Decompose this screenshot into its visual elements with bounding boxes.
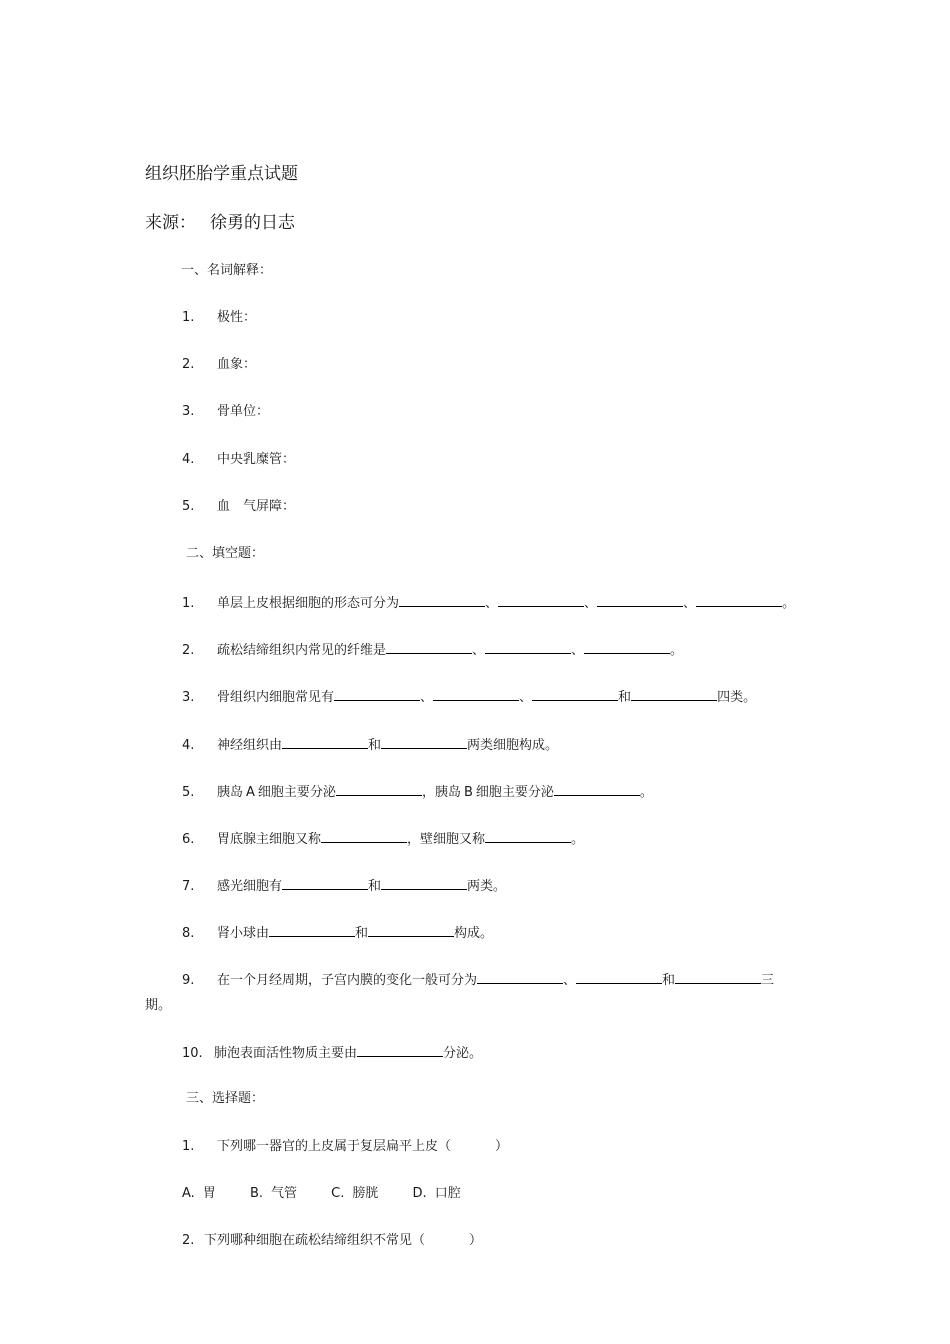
term-text: 极性： bbox=[217, 310, 257, 325]
term-item bbox=[182, 356, 256, 374]
option-letter: B. bbox=[249, 1186, 264, 1201]
fill-question-9 bbox=[182, 970, 774, 990]
answer-blank[interactable] bbox=[532, 687, 618, 701]
item-number: 3. bbox=[182, 690, 195, 705]
option-letter: A. bbox=[182, 1186, 195, 1201]
source-value: 徐勇的日志 bbox=[210, 213, 295, 233]
question-end: 。 bbox=[571, 832, 585, 847]
separator: 、 bbox=[571, 643, 585, 658]
answer-blank[interactable] bbox=[597, 593, 683, 607]
fill-question-8 bbox=[182, 923, 493, 943]
question-text: 单层上皮根据细胞的形态可分为 bbox=[217, 596, 400, 611]
question-text: 肾小球由 bbox=[217, 926, 270, 941]
option-b[interactable] bbox=[250, 1185, 297, 1203]
separator: 、 bbox=[485, 596, 499, 611]
fill-question-5 bbox=[182, 782, 653, 802]
option-c[interactable] bbox=[331, 1185, 378, 1203]
question-text: 骨组织内细胞常见有 bbox=[217, 690, 335, 705]
section-heading-1: 一、名词解释： bbox=[181, 263, 273, 278]
answer-blank[interactable] bbox=[675, 970, 761, 984]
answer-blank[interactable] bbox=[282, 735, 368, 749]
choice-question-2 bbox=[182, 1232, 482, 1250]
item-number: 2. bbox=[182, 357, 195, 372]
term-text: 中央乳糜管： bbox=[217, 452, 296, 467]
option-text: 膀胱 bbox=[352, 1186, 379, 1201]
cell-letter: A bbox=[246, 785, 255, 800]
answer-blank[interactable] bbox=[631, 687, 717, 701]
option-text: 气管 bbox=[271, 1186, 298, 1201]
question-text: 下列哪种细胞在疏松结缔组织不常见（ bbox=[204, 1233, 426, 1248]
answer-blank[interactable] bbox=[386, 640, 472, 654]
term-item bbox=[182, 498, 295, 516]
answer-blank[interactable] bbox=[498, 593, 584, 607]
fill-question-1 bbox=[182, 593, 795, 613]
question-end: 三 bbox=[761, 973, 775, 988]
question-text: 肺泡表面活性物质主要由 bbox=[214, 1046, 358, 1061]
option-text: 口腔 bbox=[434, 1186, 461, 1201]
fill-question-6 bbox=[182, 829, 584, 849]
answer-blank[interactable] bbox=[321, 829, 407, 843]
question-text: 细胞主要分泌 bbox=[257, 785, 336, 800]
conjunction: 和 bbox=[618, 690, 632, 705]
fill-question-3 bbox=[182, 687, 756, 707]
fill-question-9-continuation: 期。 bbox=[145, 998, 172, 1013]
answer-blank[interactable] bbox=[477, 970, 563, 984]
conjunction: 和 bbox=[662, 973, 676, 988]
answer-blank[interactable] bbox=[554, 782, 640, 796]
answer-blank[interactable] bbox=[357, 1043, 443, 1057]
option-d[interactable] bbox=[413, 1185, 461, 1203]
source-label: 来源： bbox=[145, 213, 196, 233]
answer-blank[interactable] bbox=[368, 923, 454, 937]
term-item bbox=[182, 451, 295, 469]
conjunction: 和 bbox=[368, 879, 382, 894]
question-end: 。 bbox=[670, 643, 684, 658]
fill-question-4 bbox=[182, 735, 558, 755]
item-number: 5. bbox=[182, 785, 195, 800]
conjunction: 和 bbox=[355, 926, 369, 941]
item-number: 1. bbox=[182, 1139, 195, 1154]
answer-blank[interactable] bbox=[576, 970, 662, 984]
separator: 、 bbox=[472, 643, 486, 658]
question-text: 神经组织由 bbox=[217, 738, 283, 753]
answer-blank[interactable] bbox=[334, 687, 420, 701]
answer-blank[interactable] bbox=[336, 782, 422, 796]
fill-question-10 bbox=[182, 1043, 482, 1063]
separator: 、 bbox=[519, 690, 533, 705]
question-end: 构成。 bbox=[454, 926, 494, 941]
answer-blank[interactable] bbox=[584, 640, 670, 654]
conjunction: 和 bbox=[368, 738, 382, 753]
question-end: 两类。 bbox=[467, 879, 507, 894]
question-text: ，胰岛 bbox=[421, 785, 461, 800]
separator: 、 bbox=[584, 596, 598, 611]
item-number: 2. bbox=[182, 1233, 195, 1248]
term-text: 血象： bbox=[217, 357, 257, 372]
item-number: 7. bbox=[182, 879, 195, 894]
fill-question-7 bbox=[182, 876, 506, 896]
section-heading-3: 三、选择题： bbox=[186, 1091, 265, 1106]
answer-blank[interactable] bbox=[381, 735, 467, 749]
option-letter: C. bbox=[331, 1186, 345, 1201]
answer-blank[interactable] bbox=[282, 876, 368, 890]
answer-blank[interactable] bbox=[381, 876, 467, 890]
separator: 、 bbox=[420, 690, 434, 705]
option-a[interactable] bbox=[182, 1185, 216, 1203]
question-text: ，壁细胞又称 bbox=[407, 832, 486, 847]
question-text: 细胞主要分泌 bbox=[475, 785, 554, 800]
separator: 、 bbox=[683, 596, 697, 611]
question-text: 胰岛 bbox=[217, 785, 244, 800]
term-text: 血 气屏障： bbox=[217, 499, 296, 514]
answer-blank[interactable] bbox=[433, 687, 519, 701]
term-item bbox=[182, 403, 269, 421]
option-letter: D. bbox=[412, 1186, 427, 1201]
option-text: 胃 bbox=[202, 1186, 216, 1201]
item-number: 9. bbox=[182, 973, 195, 988]
item-number: 10. bbox=[182, 1046, 203, 1061]
question-end: 。 bbox=[782, 596, 796, 611]
source-line bbox=[145, 212, 295, 234]
question-text: 感光细胞有 bbox=[217, 879, 283, 894]
term-item bbox=[182, 309, 256, 327]
page-title: 组织胚胎学重点试题 bbox=[145, 164, 298, 184]
term-text: 骨单位： bbox=[217, 404, 270, 419]
item-number: 5. bbox=[182, 499, 195, 514]
item-number: 4. bbox=[182, 452, 195, 467]
question-text: 胃底腺主细胞又称 bbox=[217, 832, 322, 847]
question-text: 疏松结缔组织内常见的纤维是 bbox=[217, 643, 387, 658]
item-number: 1. bbox=[182, 310, 195, 325]
question-end: 两类细胞构成。 bbox=[467, 738, 559, 753]
answer-blank[interactable] bbox=[485, 829, 571, 843]
paren-close: ） bbox=[495, 1139, 509, 1154]
item-number: 1. bbox=[182, 596, 195, 611]
section-heading-2: 二、填空题： bbox=[186, 546, 265, 561]
choice-question-1 bbox=[182, 1138, 508, 1156]
question-end: 四类。 bbox=[717, 690, 757, 705]
separator: 、 bbox=[563, 973, 577, 988]
question-end: 分泌。 bbox=[443, 1046, 483, 1061]
paren-close: ） bbox=[469, 1233, 483, 1248]
answer-blank[interactable] bbox=[696, 593, 782, 607]
choice-options bbox=[182, 1185, 491, 1203]
question-text: 下列哪一器官的上皮属于复层扁平上皮（ bbox=[217, 1139, 452, 1154]
answer-blank[interactable] bbox=[485, 640, 571, 654]
item-number: 4. bbox=[182, 738, 195, 753]
fill-question-2 bbox=[182, 640, 683, 660]
answer-blank[interactable] bbox=[399, 593, 485, 607]
question-end: 。 bbox=[639, 785, 653, 800]
answer-blank[interactable] bbox=[269, 923, 355, 937]
question-text: 在一个月经周期，子宫内膜的变化一般可分为 bbox=[217, 973, 478, 988]
item-number: 8. bbox=[182, 926, 195, 941]
item-number: 2. bbox=[182, 643, 195, 658]
item-number: 6. bbox=[182, 832, 195, 847]
cell-letter: B bbox=[463, 785, 473, 800]
item-number: 3. bbox=[182, 404, 195, 419]
